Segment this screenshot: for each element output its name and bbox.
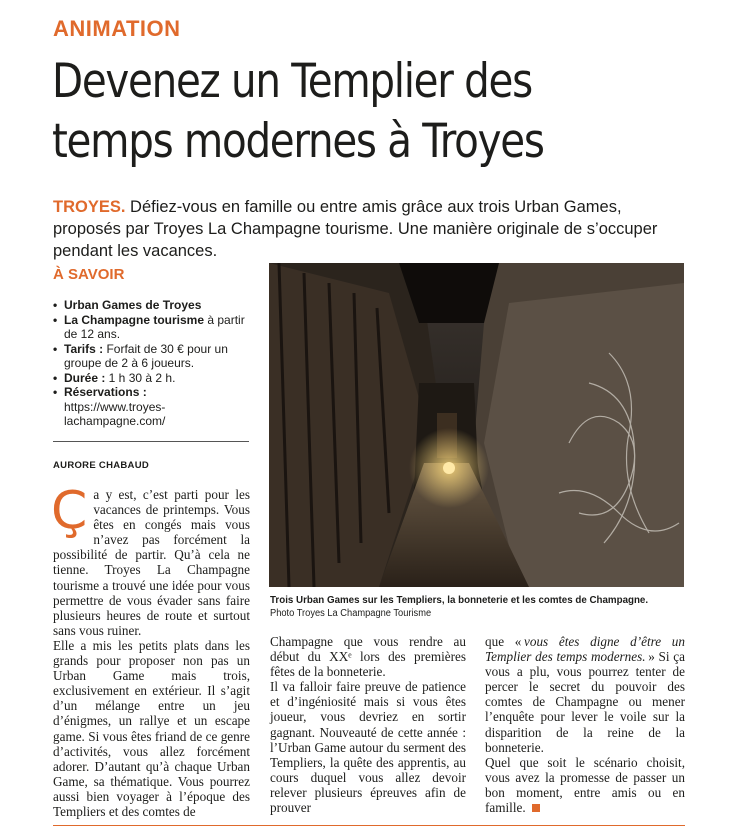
headline-line-2: temps modernes à Troyes — [52, 114, 544, 169]
caption-text: Trois Urban Games sur les Templiers, la bonneterie et les comtes de Champagne. — [270, 594, 649, 606]
sidebar-item — [53, 371, 251, 386]
alley-photo-illustration — [269, 263, 684, 587]
paragraph-text: Quel que soit le scénario choisit, vous avez la promesse de passer un bon moment, entre amis ou en famille. — [485, 754, 685, 816]
bottom-divider — [53, 825, 685, 826]
sidebar-item-text: Forfait de 30 € pour un groupe de 2 à 6 joueurs. — [64, 341, 228, 370]
sidebar-item-text: 1 h 30 à 2 h. — [105, 370, 176, 385]
photo-credit: Photo Troyes La Champagne Tourisme — [270, 608, 432, 619]
article-photo — [269, 263, 684, 587]
sidebar-item — [53, 342, 251, 371]
photo-caption — [270, 593, 661, 621]
paragraph-text: a y est, c’est parti pour les vacances de printemps. Vous êtes en congés mais vous n’avez pas forcément la possibilité de partir. Qu’à cela ne tienne. Troyes La Champagne tourisme a trouvé une idée pour vous permettre de vous évader sans faire plusieurs heures de route et surtout sans vous ruiner. — [53, 487, 250, 638]
lead-location: TROYES. — [53, 198, 126, 216]
sidebar-item-link[interactable]: https://www.troyes-lachampagne.com/ — [64, 399, 166, 428]
end-of-article-mark — [532, 804, 540, 812]
sidebar-item-label: Durée : — [64, 370, 106, 385]
rubric-label: ANIMATION — [53, 16, 181, 41]
body-column-2 — [270, 634, 466, 815]
paragraph-text: » Si ça vous a plu, vous pourrez tenter de percer le secret du pouvoir des comtes de Champagne ou mener l’enquête pour lever le voile sur la disparition de la reine de la bonneterie. — [485, 649, 685, 755]
body-paragraph: Elle a mis les petits plats dans les grands pour proposer non pas un Urban Game mais trois, exclusivement en extérieur. Il s’agit d’un mélange entre un jeu d’énigmes, un rallye et un escape game. Si vous êtes friand de ce genre d’activités, vous allez forcément adorer. D’autant qu’à chaque Urban Game, sa thématique. Vous pourrez aussi bien voyager à l’époque des Templiers et des comtes de — [53, 637, 250, 819]
body-paragraph — [51, 481, 250, 638]
sidebar-title: À SAVOIR — [53, 266, 125, 283]
body-paragraph — [485, 755, 685, 815]
drop-cap: Ç — [51, 481, 88, 541]
article-headline — [52, 52, 620, 172]
quote: vous êtes digne d’être un Templier des temps modernes. — [485, 634, 685, 665]
body-paragraph — [485, 634, 685, 755]
article-lead — [53, 196, 683, 262]
body-paragraph: Champagne que vous rendre au début du XXᵉ lors des premières fêtes de la bonneterie. — [270, 634, 466, 680]
sidebar-item — [53, 385, 251, 429]
sidebar-item — [53, 313, 251, 342]
author-byline: AURORE CHABAUD — [53, 460, 150, 471]
sidebar-item-text: à partir de 12 ans. — [64, 312, 245, 341]
sidebar-divider — [53, 441, 249, 442]
body-column-1 — [51, 481, 250, 819]
body-paragraph: Il va falloir faire preuve de patience et d’ingéniosité mais si vous êtes joueur, vous devriez en sortir gagnant. Nouveauté de cette année : l’Urban Game autour du serment des Templiers, la quête des apprentis, au cours duquel vous allez devoir relever plusieurs épreuves afin de prouver — [270, 679, 466, 816]
sidebar-item-label: Tarifs : — [64, 341, 104, 356]
paragraph-text: que « — [485, 634, 522, 649]
sidebar-item-label: Urban Games de Troyes — [64, 298, 202, 312]
headline-line-1: Devenez un Templier des — [52, 54, 532, 109]
body-column-3 — [485, 634, 685, 815]
info-sidebar — [53, 298, 251, 429]
sidebar-item-label: Réservations : — [64, 385, 147, 399]
lead-text: Défiez-vous en famille ou entre amis grâce aux trois Urban Games, proposés par Troyes La Champagne tourisme. Une manière originale de s’occuper pendant les vacances. — [53, 198, 658, 260]
sidebar-item — [53, 298, 251, 313]
sidebar-item-label: La Champagne tourisme — [64, 312, 205, 327]
